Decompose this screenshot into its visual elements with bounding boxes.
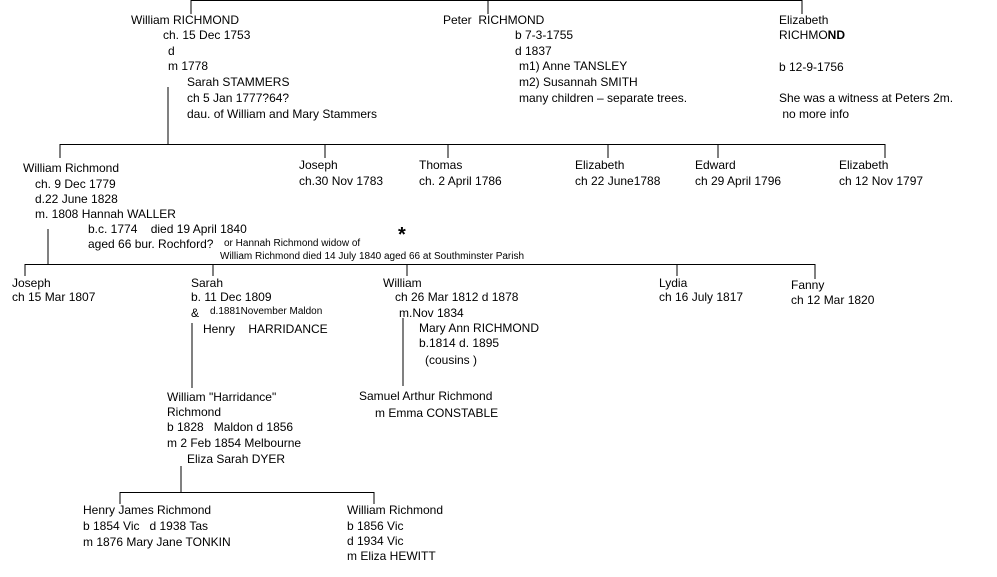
spouse-name: m Emma CONSTABLE [375,406,499,420]
person-name: Fanny [791,278,825,292]
christening-date: ch. 9 Dec 1779 [35,177,116,191]
person-name: Elizabeth [575,158,625,172]
christening-date: ch. 15 Dec 1753 [163,28,251,42]
birth-date: b 7-3-1755 [515,28,574,42]
death-date: d 1837 [515,44,552,58]
surname-part-bold: ND [827,28,846,42]
person-name: Sarah [191,276,224,290]
person-name: William [383,276,422,290]
person-name: Joseph [12,276,51,290]
spouse-name: Henry HARRIDANCE [203,322,328,336]
christening-date: ch 12 Nov 1797 [839,174,924,188]
spouse-name: Sarah STAMMERS [187,75,290,89]
person-name: Thomas [419,158,463,172]
death-date: d [168,44,175,58]
note: many children – separate trees. [519,91,688,105]
spouse-dates: b.c. 1774 died 19 April 1840 [88,222,247,236]
surname-part: RICHMO [779,28,828,42]
birth-death: b 1854 Vic d 1938 Tas [83,519,208,533]
person-name: Lydia [659,276,688,290]
alternate-record-note: William Richmond died 14 July 1840 aged 66 at Southminster Parish [220,251,525,262]
death-date: d 1934 Vic [347,534,404,548]
first-marriage: m1) Anne TANSLEY [519,59,628,73]
person-name: Samuel Arthur Richmond [359,389,493,403]
marriage: m Eliza HEWITT [347,549,436,563]
ampersand: & [191,306,200,320]
second-marriage: m2) Susannah SMITH [519,75,638,89]
christening-date: ch 22 June1788 [575,174,661,188]
person-name: Elizabeth [779,13,829,27]
birth-death: b 1828 Maldon d 1856 [167,420,294,434]
person-name: Joseph [299,158,338,172]
note: She was a witness at Peters 2m. [779,91,954,105]
person-name: William RICHMOND [131,13,239,27]
spouse-dates: b.1814 d. 1895 [419,336,500,350]
spouse-name: Eliza Sarah DYER [187,452,286,466]
christening-date: ch.30 Nov 1783 [299,174,384,188]
note: (cousins ) [425,353,478,367]
person-name: Edward [695,158,736,172]
person-surname: Richmond [167,405,222,419]
person-name: Peter RICHMOND [443,13,545,27]
christening-date: ch 16 July 1817 [659,290,744,304]
birth-date: b 1856 Vic [347,519,404,533]
person-name: William Richmond [347,503,444,517]
death-date: d.22 June 1828 [35,192,118,206]
marriage: m 2 Feb 1854 Melbourne [167,436,302,450]
marriage: m 1876 Mary Jane TONKIN [83,535,231,549]
note: no more info [779,107,850,121]
birth-date: b. 11 Dec 1809 [191,290,272,304]
spouse-parents: dau. of William and Mary Stammers [187,107,378,121]
person-name: Elizabeth [839,158,889,172]
marriage: m.Nov 1834 [399,306,464,320]
marriage-date: m 1778 [168,59,209,73]
person-surname [779,28,845,43]
death-date: d.1881November Maldon [210,306,323,317]
christening-date: ch 15 Mar 1807 [12,290,96,304]
spouse-name: Mary Ann RICHMOND [419,321,540,335]
person-name: William Richmond [23,161,120,175]
spouse-burial: aged 66 bur. Rochford? [88,237,214,251]
christening-date: ch 12 Mar 1820 [791,293,875,307]
birth-date: b 12-9-1756 [779,60,844,74]
marriage: m. 1808 Hannah WALLER [35,207,176,221]
person-name: Henry James Richmond [83,503,212,517]
asterisk-marker: * [398,224,406,246]
alternate-record-note: or Hannah Richmond widow of [224,238,361,249]
christening-date: ch 26 Mar 1812 d 1878 [395,290,519,304]
spouse-christening: ch 5 Jan 1777?64? [187,91,290,105]
person-name: William "Harridance" [167,390,277,404]
christening-date: ch. 2 April 1786 [419,174,502,188]
christening-date: ch 29 April 1796 [695,174,782,188]
